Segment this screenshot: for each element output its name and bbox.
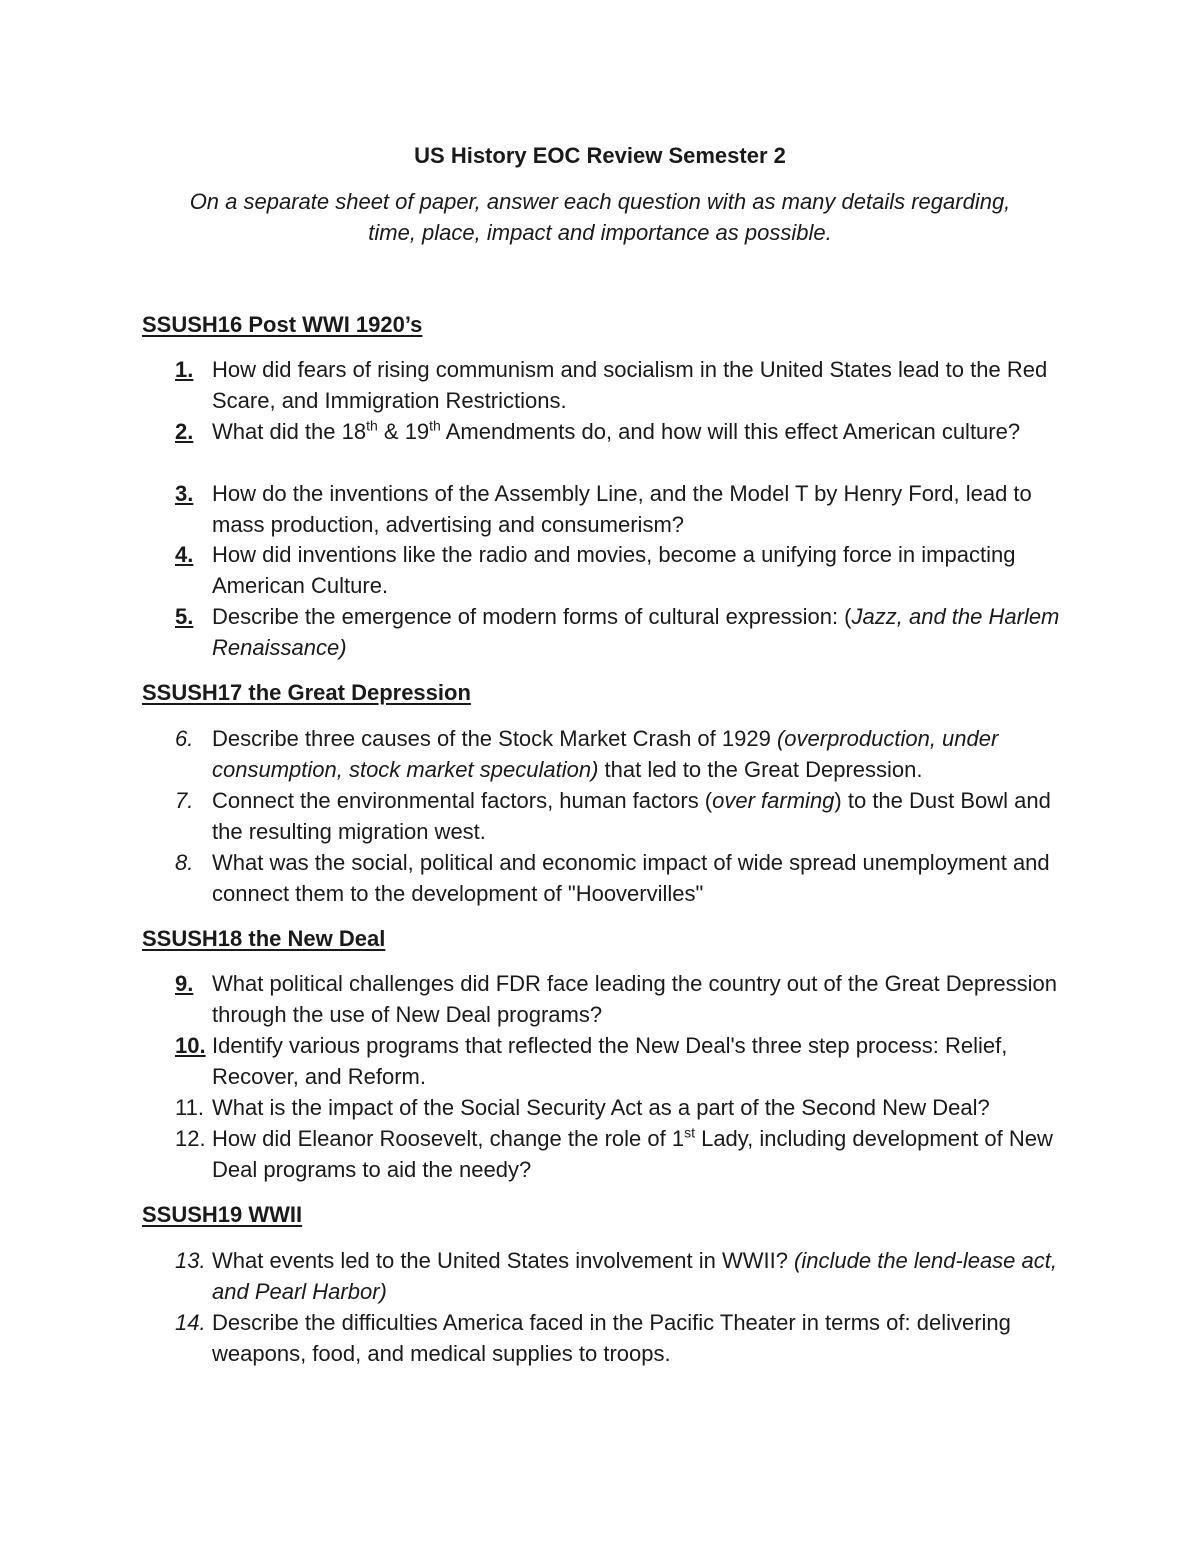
question-text: How did Eleanor Roosevelt, change the role of 1st Lady, including development of New Deal programs to aid the needy? <box>212 1124 1053 1182</box>
question-9 <box>175 968 1075 1030</box>
question-1 <box>175 354 1075 416</box>
question-number: 9. <box>175 971 194 996</box>
question-number: 11. <box>175 1095 204 1120</box>
instructions-line-1: On a separate sheet of paper, answer each question with as many details regarding, <box>189 189 1011 214</box>
question-text: How do the inventions of the Assembly Line, and the Model T by Henry Ford, lead to mass production, advertising and consumerism? <box>212 481 1032 537</box>
section-heading-ssush19: SSUSH19 WWII <box>142 1202 303 1227</box>
document-title: US History EOC Review Semester 2 <box>414 143 786 168</box>
question-text: What events led to the United States involvement in WWII? (include the lend-lease act, and Pearl Harbor) <box>212 1248 1057 1304</box>
question-11 <box>175 1092 1075 1123</box>
question-10 <box>175 1030 1075 1092</box>
question-number: 12. <box>175 1126 206 1151</box>
question-8 <box>175 847 1075 909</box>
question-text: What did the 18th & 19th Amendments do, and how will this effect American culture? <box>212 417 1021 444</box>
question-3 <box>175 478 1075 540</box>
question-number: 1. <box>175 357 194 382</box>
question-number: 8. <box>175 850 194 875</box>
question-number: 6. <box>175 726 194 751</box>
instructions <box>140 186 1060 248</box>
question-text: What political challenges did FDR face leading the country out of the Great Depression through the use of New Deal programs? <box>212 971 1058 1027</box>
question-4 <box>175 539 1075 601</box>
section-heading-ssush18: SSUSH18 the New Deal <box>142 926 386 951</box>
instructions-line-2: time, place, impact and importance as possible. <box>368 220 832 245</box>
question-text: Describe three causes of the Stock Market Crash of 1929 (overproduction, under consumption, stock market speculation) that led to the Great Depression. <box>212 726 999 782</box>
question-5 <box>175 601 1075 663</box>
question-number: 5. <box>175 604 194 629</box>
question-7 <box>175 785 1075 847</box>
question-text: Describe the emergence of modern forms of cultural expression: (Jazz, and the Harlem Renaissance) <box>212 604 1060 660</box>
question-number: 7. <box>175 788 194 813</box>
question-number: 10. <box>175 1033 206 1058</box>
section-heading-ssush17: SSUSH17 the Great Depression <box>142 680 471 705</box>
question-number: 3. <box>175 481 194 506</box>
question-number: 4. <box>175 542 194 567</box>
question-6 <box>175 723 1075 785</box>
question-text: Identify various programs that reflected the New Deal's three step process: Relief, Recover, and Reform. <box>212 1033 1008 1089</box>
question-text: Connect the environmental factors, human factors (over farming) to the Dust Bowl and the resulting migration west. <box>212 788 1051 844</box>
question-text: How did inventions like the radio and movies, become a unifying force in impacting American Culture. <box>212 542 1016 598</box>
question-text: What is the impact of the Social Security Act as a part of the Second New Deal? <box>212 1095 990 1120</box>
question-14 <box>175 1307 1075 1369</box>
question-text: How did fears of rising communism and socialism in the United States lead to the Red Scare, and Immigration Restrictions. <box>212 357 1048 413</box>
section-heading-ssush16: SSUSH16 Post WWI 1920’s <box>142 312 423 337</box>
question-text: Describe the difficulties America faced in the Pacific Theater in terms of: delivering weapons, food, and medical supplies to troops. <box>212 1310 1011 1366</box>
question-2 <box>175 416 1075 447</box>
question-13 <box>175 1245 1075 1307</box>
question-number: 2. <box>175 419 194 444</box>
question-number: 14. <box>175 1310 206 1335</box>
question-12 <box>175 1123 1075 1185</box>
question-number: 13. <box>175 1248 206 1273</box>
question-text: What was the social, political and economic impact of wide spread unemployment and connect them to the development of "Hoovervilles" <box>212 850 1050 906</box>
